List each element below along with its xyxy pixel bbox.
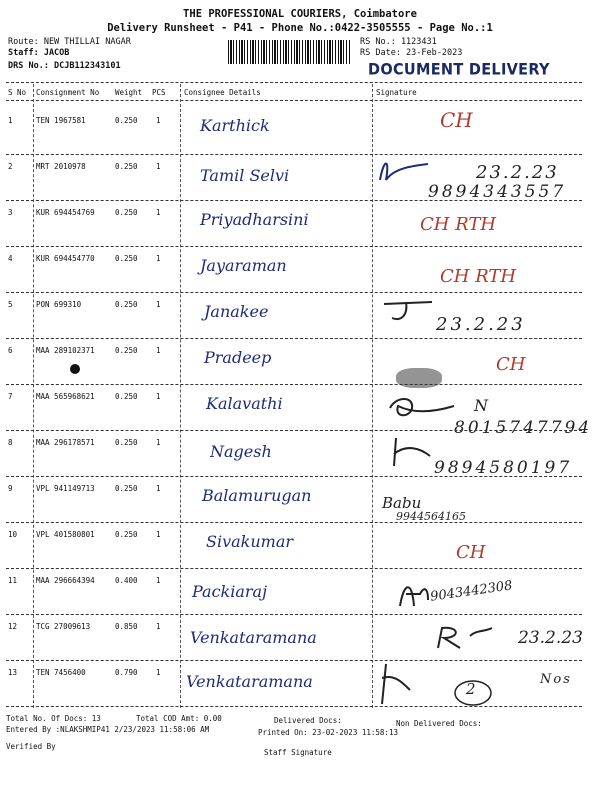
- row-pcs: 1: [156, 622, 161, 631]
- signature-scribble: [376, 660, 416, 708]
- row-consignee-name: Jayaraman: [200, 256, 287, 275]
- table-top-rule: [6, 82, 582, 83]
- row-sno: 8: [8, 438, 13, 447]
- col-header-consignment: Consignment No: [36, 88, 100, 97]
- row-pcs: 1: [156, 300, 161, 309]
- drs-number: DRS No.: DCJB112343101: [8, 61, 121, 71]
- total-docs: Total No. Of Docs: 13: [6, 714, 101, 723]
- row-consignment: MAA 565968621: [36, 392, 95, 401]
- row-sno: 12: [8, 622, 18, 631]
- table-row: [0, 200, 600, 246]
- table-row: [0, 430, 600, 476]
- rs-number: RS No.: 1123431: [360, 37, 437, 47]
- row-signature: CH RTH: [440, 266, 517, 287]
- col-header-sno: S No: [8, 88, 27, 97]
- row-pcs: 1: [156, 438, 161, 447]
- row-consignment: MAA 296664394: [36, 576, 95, 585]
- row-consignment: KUR 694454769: [36, 208, 95, 217]
- row-sno: 1: [8, 116, 13, 125]
- row-count-mark: 2: [466, 680, 476, 698]
- row-consignment: TEN 1967581: [36, 116, 86, 125]
- row-pcs: 1: [156, 208, 161, 217]
- row-weight: 0.850: [115, 622, 138, 631]
- route: Route: NEW THILLAI NAGAR: [8, 37, 131, 47]
- row-consignment: TEN 7456400: [36, 668, 86, 677]
- delivered-docs: Delivered Docs:: [274, 716, 342, 725]
- table-row: [0, 568, 600, 614]
- row-consignee-name: Venkataramana: [186, 672, 313, 691]
- row-consignment: PON 699310: [36, 300, 82, 309]
- table-row: [0, 384, 600, 438]
- printed-on: Printed On: 23-02-2023 11:58:13: [258, 728, 398, 737]
- row-sno: 4: [8, 254, 13, 263]
- row-weight: 0.250: [115, 254, 138, 263]
- row-pcs: 1: [156, 668, 161, 677]
- row-phone: 9894343557: [428, 182, 567, 202]
- row-pcs: 1: [156, 346, 161, 355]
- row-weight: 0.250: [115, 208, 138, 217]
- row-phone: 8015747794: [454, 418, 593, 438]
- row-signature: CH: [456, 542, 486, 563]
- row-sno: 10: [8, 530, 18, 539]
- row-consignee-name: Karthick: [200, 116, 270, 135]
- table-row: [0, 338, 600, 384]
- col-header-signature: Signature: [376, 88, 417, 97]
- table-row: [0, 522, 600, 568]
- row-pcs: 1: [156, 576, 161, 585]
- non-delivered-docs: Non Delivered Docs:: [396, 719, 482, 728]
- row-sno: 3: [8, 208, 13, 217]
- row-consignee-name: Venkataramana: [190, 628, 317, 647]
- row-sno: 5: [8, 300, 13, 309]
- row-pcs: 1: [156, 392, 161, 401]
- row-sno: 13: [8, 668, 18, 677]
- table-row: [0, 154, 600, 200]
- row-consignee-name: Packiaraj: [192, 582, 268, 601]
- col-header-consignee: Consignee Details: [184, 88, 261, 97]
- col-header-weight: Weight: [115, 88, 143, 97]
- row-consignment: VPL 941149713: [36, 484, 95, 493]
- signature-scribble: [430, 622, 500, 652]
- row-signature: CH: [440, 108, 473, 132]
- row-pcs: 1: [156, 254, 161, 263]
- row-weight: 0.250: [115, 530, 138, 539]
- row-consignment: VPL 401580801: [36, 530, 95, 539]
- row-weight: 0.250: [115, 392, 138, 401]
- row-consignee-name: Kalavathi: [206, 394, 283, 413]
- row-consignee-name: Balamurugan: [202, 486, 312, 505]
- row-sno: 11: [8, 576, 18, 585]
- signature-scribble: [380, 294, 440, 324]
- signature-scribble: [372, 154, 432, 188]
- company-name: THE PROFESSIONAL COURIERS, Coimbatore: [183, 8, 417, 20]
- table-row: [0, 614, 600, 660]
- row-consignee-name: Janakee: [204, 302, 269, 321]
- table-bottom-rule: [6, 706, 582, 707]
- entered-by: Entered By :NLAKSHMIP41 2/23/2023 11:58:06 AM: [6, 725, 210, 734]
- row-consignment: MRT 2010978: [36, 162, 86, 171]
- row-consignee-name: Sivakumar: [206, 532, 294, 551]
- row-sno: 9: [8, 484, 13, 493]
- row-signature: 9043442308: [429, 578, 514, 605]
- document-delivery-stamp: DOCUMENT DELIVERY: [368, 61, 550, 79]
- row-signature: 23.2.23: [436, 314, 526, 335]
- ink-blot: [70, 364, 80, 374]
- staff-signature: Staff Signature: [264, 748, 332, 757]
- table-row: [0, 246, 600, 292]
- row-signature: 9894580197: [434, 458, 573, 478]
- row-pcs: 1: [156, 162, 161, 171]
- row-consignment: MAA 289102371: [36, 346, 95, 355]
- row-signature: N: [474, 396, 488, 415]
- row-weight: 0.250: [115, 162, 138, 171]
- row-pcs: 1: [156, 530, 161, 539]
- row-signature: Babu: [382, 494, 422, 512]
- signature-scribble: [394, 576, 434, 610]
- row-weight: 0.250: [115, 116, 138, 125]
- row-pcs: 1: [156, 484, 161, 493]
- row-signature: CH: [496, 354, 526, 375]
- row-sno: 6: [8, 346, 13, 355]
- table-row: [0, 292, 600, 338]
- row-sno: 7: [8, 392, 13, 401]
- row-weight: 0.250: [115, 300, 138, 309]
- col-header-pcs: PCS: [152, 88, 166, 97]
- row-weight: 0.400: [115, 576, 138, 585]
- row-sno: 2: [8, 162, 13, 171]
- row-signature: 23.2.23: [476, 162, 559, 183]
- row-weight: 0.250: [115, 438, 138, 447]
- row-consignment: TCG 27009613: [36, 622, 91, 631]
- row-consignment: KUR 694454770: [36, 254, 95, 263]
- row-consignee-name: Pradeep: [204, 348, 272, 367]
- row-consignee-name: Priyadharsini: [200, 210, 309, 229]
- rs-date: RS Date: 23-Feb-2023: [360, 48, 463, 58]
- row-weight: 0.790: [115, 668, 138, 677]
- total-cod: Total COD Amt: 0.00: [136, 714, 222, 723]
- row-pcs: 1: [156, 116, 161, 125]
- row-phone: 9944564165: [396, 510, 466, 523]
- row-weight: 0.250: [115, 484, 138, 493]
- signature-scribble: [384, 394, 464, 422]
- row-signature: CH RTH: [420, 214, 497, 235]
- row-consignee-name: Tamil Selvi: [200, 166, 290, 185]
- row-signature: 23.2.23: [518, 628, 583, 648]
- signature-scribble: [386, 434, 436, 470]
- table-row: [0, 476, 600, 522]
- barcode-image: [228, 40, 350, 64]
- row-signature: Nos: [540, 672, 572, 687]
- table-row: [0, 660, 600, 706]
- staff: Staff: JACOB: [8, 48, 70, 58]
- table-row: [0, 108, 600, 154]
- verified-by: Verified By: [6, 742, 56, 751]
- row-weight: 0.250: [115, 346, 138, 355]
- row-consignment: MAA 296178571: [36, 438, 95, 447]
- row-consignee-name: Nagesh: [210, 442, 272, 461]
- runsheet-title: Delivery Runsheet - P41 - Phone No.:0422-3505555 - Page No.:1: [107, 22, 493, 34]
- header-bottom-rule: [6, 100, 582, 101]
